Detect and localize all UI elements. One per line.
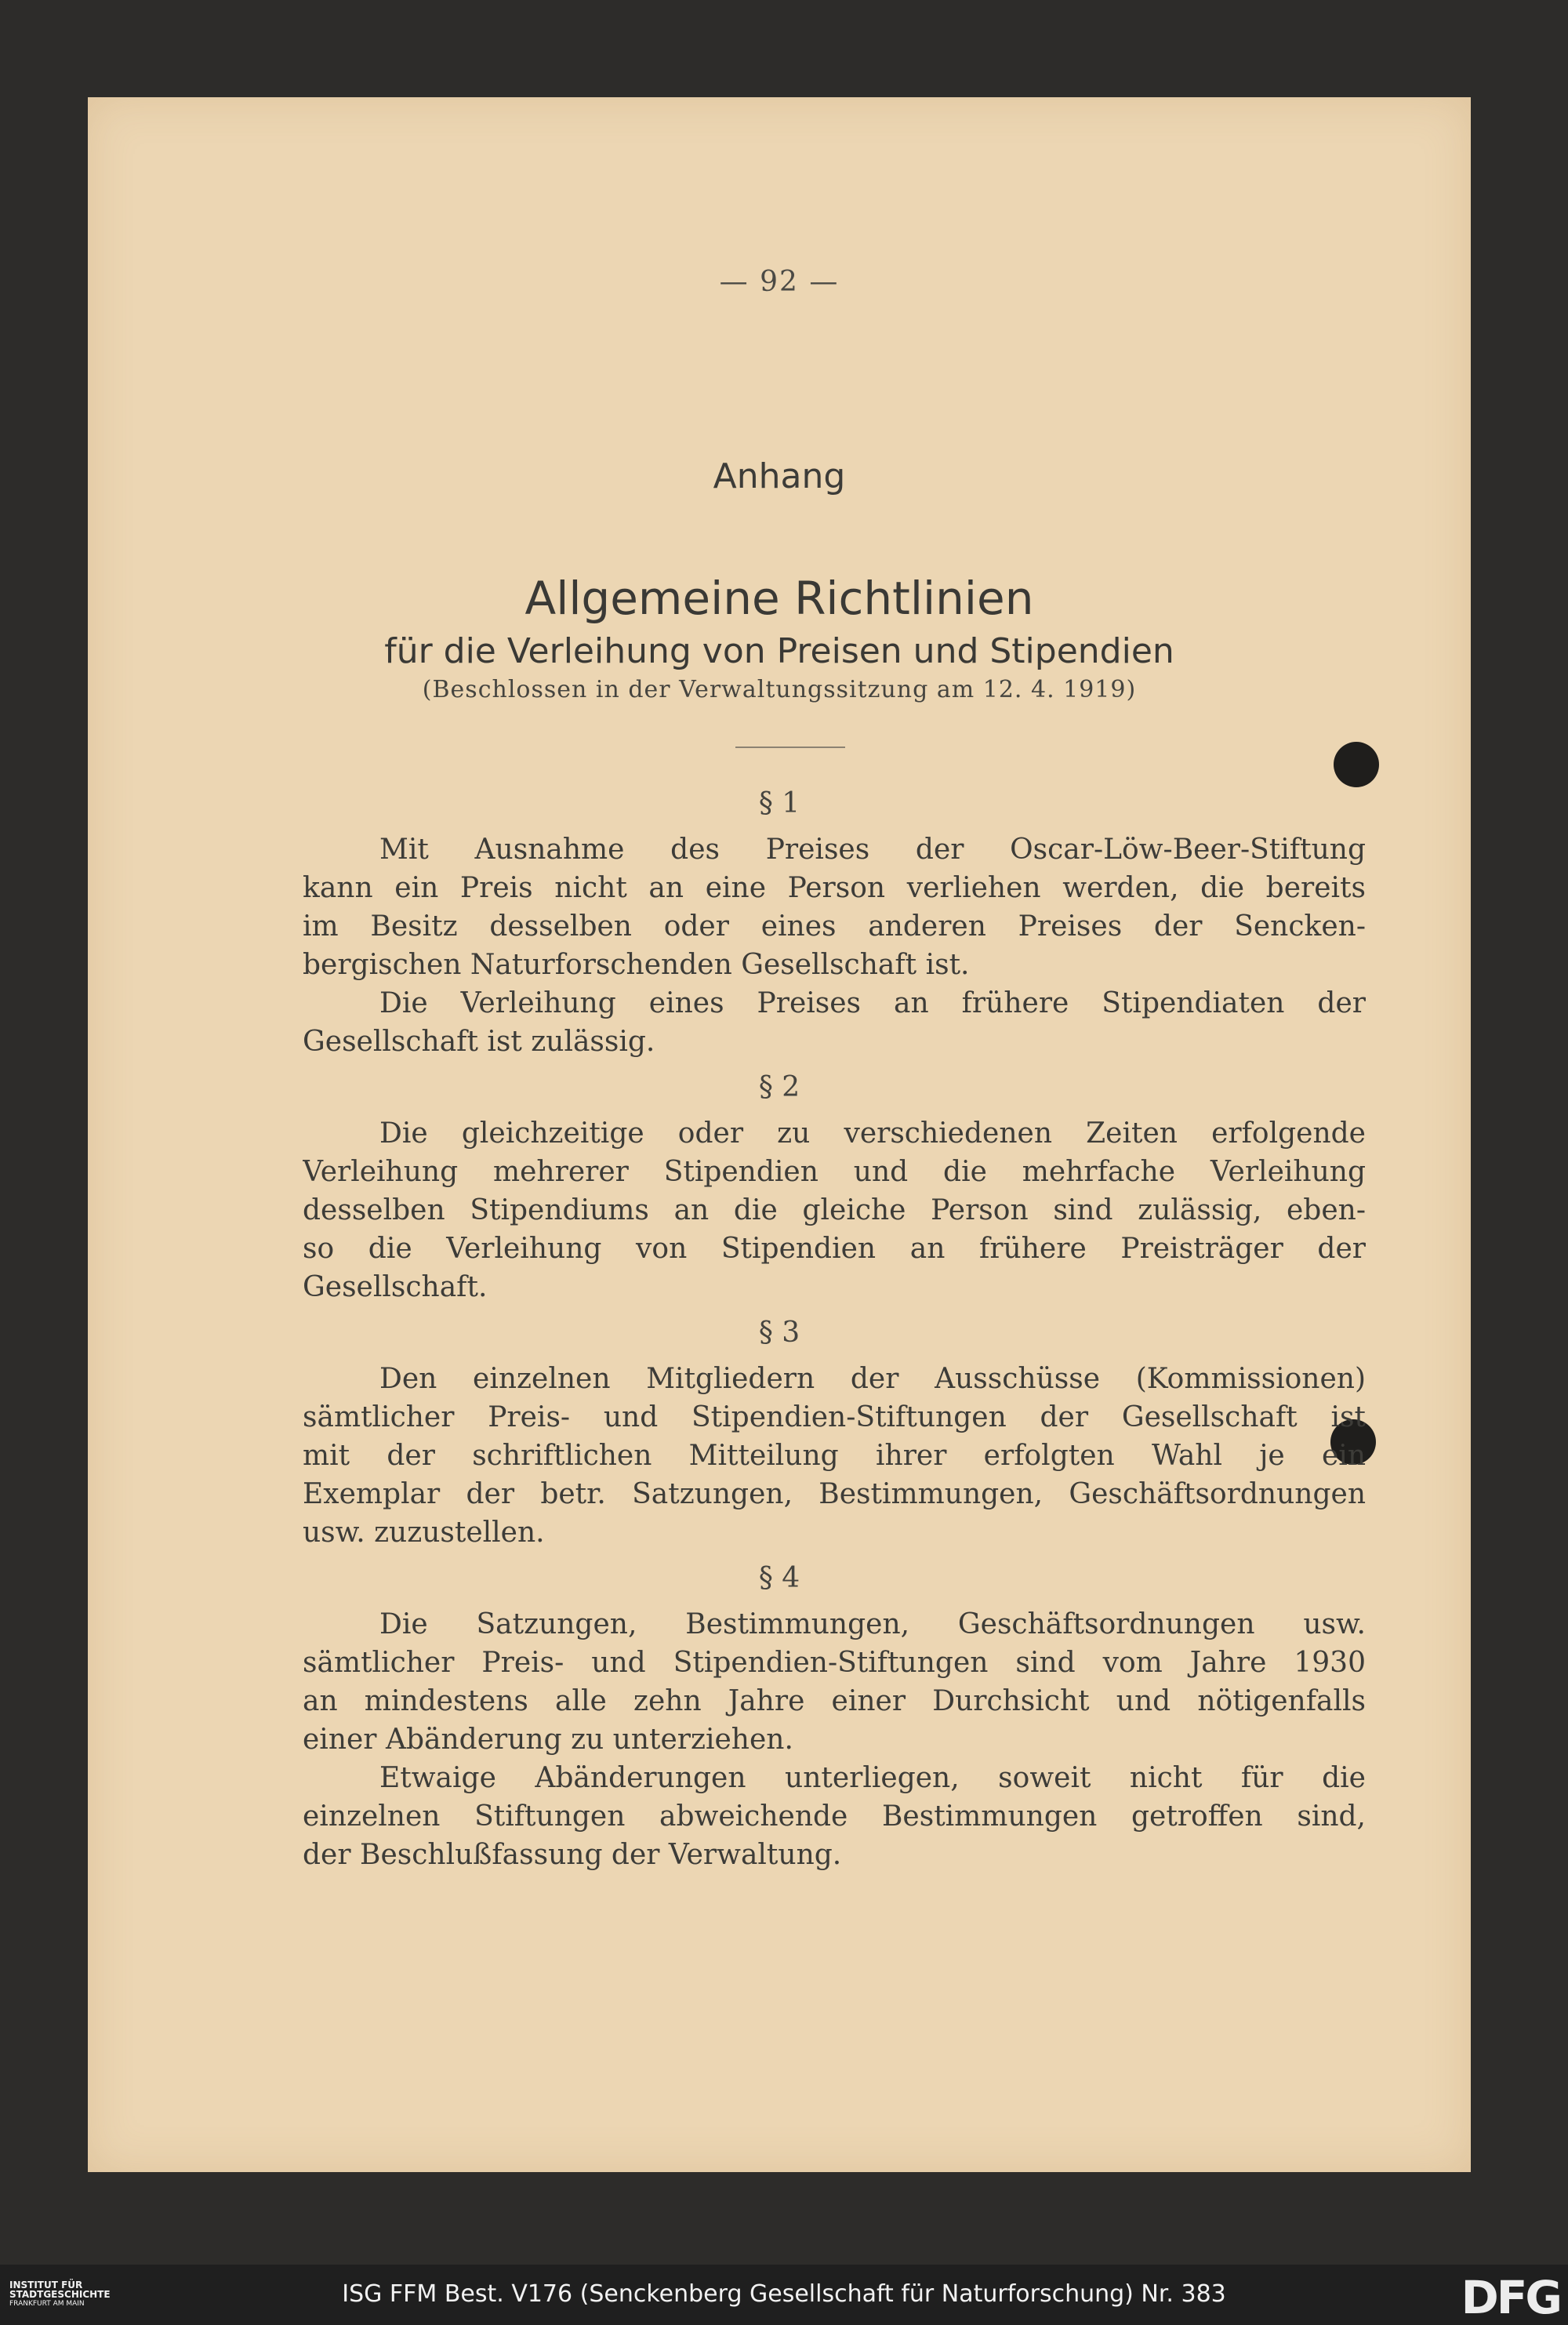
resolution-note: (Beschlossen in der Verwaltungssitzung am 12. 4. 1919) xyxy=(422,676,1137,703)
text-line: so die Verleihung von Stipendien an frühere Preisträger der xyxy=(303,1233,1366,1265)
logo-line: INSTITUT FÜR xyxy=(9,2280,83,2290)
text-line: usw. zuzustellen. xyxy=(303,1517,545,1549)
text-line: Den einzelnen Mitgliedern der Ausschüsse (Kommissionen) xyxy=(379,1363,1366,1395)
archive-footer-bar xyxy=(0,2265,1568,2325)
text-line: der Beschlußfassung der Verwaltung. xyxy=(303,1839,842,1871)
text-line: einzelnen Stiftungen abweichende Bestimmungen getroffen sind, xyxy=(303,1800,1366,1833)
document-page xyxy=(88,97,1471,2172)
archive-caption: ISG FFM Best. V176 (Senckenberg Gesellschaft für Naturforschung) Nr. 383 xyxy=(342,2280,1226,2308)
text-line: Gesellschaft. xyxy=(303,1271,488,1303)
logo-line: FRANKFURT AM MAIN xyxy=(9,2300,85,2308)
text-line: einer Abänderung zu unterziehen. xyxy=(303,1724,793,1756)
logo-line: STADTGESCHICHTE xyxy=(9,2289,111,2300)
punch-hole xyxy=(1334,742,1379,787)
text-line: Mit Ausnahme des Preises der Oscar-Löw-Beer-Stiftung xyxy=(379,834,1366,866)
document-title: Allgemeine Richtlinien xyxy=(524,572,1034,625)
appendix-heading: Anhang xyxy=(713,456,846,496)
text-line: Die gleichzeitige oder zu verschiedenen Zeiten erfolgende xyxy=(379,1117,1366,1150)
text-line: im Besitz desselben oder eines anderen Preises der Sencken- xyxy=(303,910,1366,943)
text-line: mit der schriftlichen Mitteilung ihrer erfolgten Wahl je ein xyxy=(303,1440,1366,1472)
document-subtitle: für die Verleihung von Preisen und Stipendien xyxy=(384,631,1174,671)
section-heading: § 4 xyxy=(758,1562,800,1594)
section-heading: § 1 xyxy=(758,787,800,819)
text-line: kann ein Preis nicht an eine Person verliehen werden, die bereits xyxy=(303,872,1366,904)
text-line: bergischen Naturforschenden Gesellschaft ist. xyxy=(303,949,970,981)
section-heading: § 3 xyxy=(758,1317,800,1349)
text-line: sämtlicher Preis- und Stipendien-Stiftungen der Gesellschaft ist xyxy=(303,1401,1366,1433)
text-line: sämtlicher Preis- und Stipendien-Stiftungen sind vom Jahre 1930 xyxy=(303,1647,1366,1679)
text-line: an mindestens alle zehn Jahre einer Durchsicht und nötigenfalls xyxy=(303,1685,1366,1717)
divider xyxy=(735,747,845,748)
text-line: Die Verleihung eines Preises an frühere Stipendiaten der xyxy=(379,987,1366,1019)
text-line: Verleihung mehrerer Stipendien und die mehrfache Verleihung xyxy=(303,1156,1366,1188)
text-line: Exemplar der betr. Satzungen, Bestimmungen, Geschäftsordnungen xyxy=(303,1478,1366,1510)
section-heading: § 2 xyxy=(758,1071,800,1103)
text-line: Die Satzungen, Bestimmungen, Geschäftsordnungen usw. xyxy=(379,1608,1366,1640)
text-line: Gesellschaft ist zulässig. xyxy=(303,1026,655,1058)
dfg-logo: DFG xyxy=(1461,2271,1560,2324)
text-line: Etwaige Abänderungen unterliegen, soweit nicht für die xyxy=(379,1762,1366,1794)
page-number: — 92 — xyxy=(719,266,840,298)
text-line: desselben Stipendiums an die gleiche Person sind zulässig, eben- xyxy=(303,1194,1366,1226)
